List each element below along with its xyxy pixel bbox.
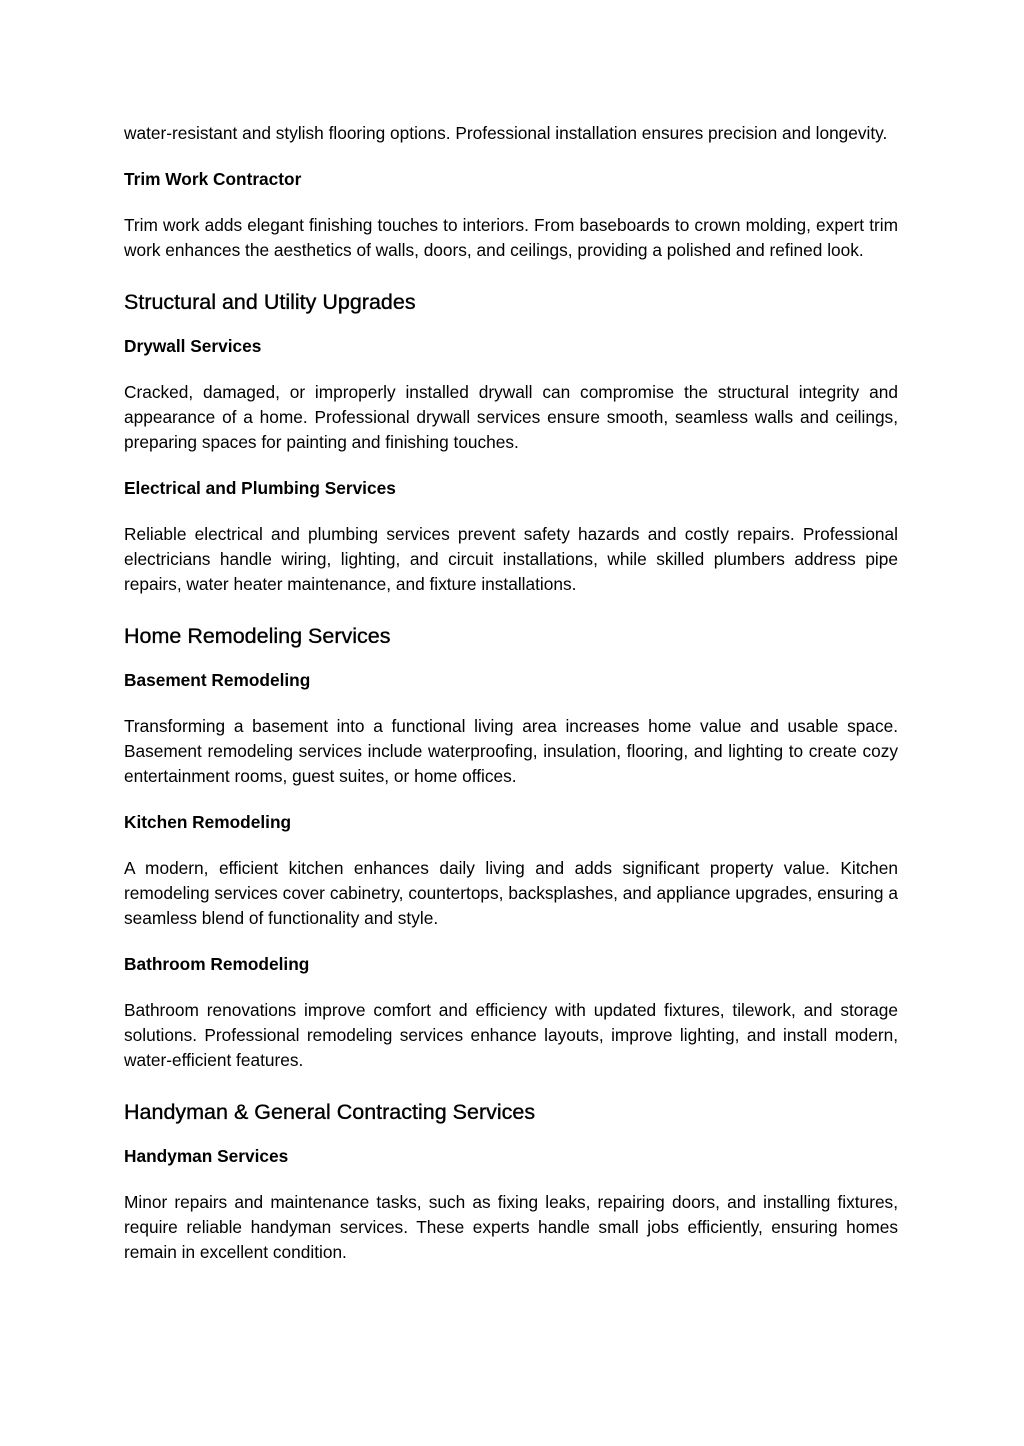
basement-paragraph: Transforming a basement into a functional living area increases home value and usable space. Basement remodeling services include waterproofing, insulation, flooring, and lighting to create cozy entertainment rooms, guest suites, or home offices.: [124, 716, 898, 786]
drywall-heading: Drywall Services: [124, 336, 262, 356]
handyman-services-paragraph: Minor repairs and maintenance tasks, such as fixing leaks, repairing doors, and installing fixtures, require reliable handyman services. These experts handle small jobs efficiently, ensuring homes remain in excellent condition.: [124, 1192, 898, 1262]
kitchen-heading: Kitchen Remodeling: [124, 812, 292, 832]
electrical-heading: Electrical and Plumbing Services: [124, 478, 396, 498]
electrical-paragraph: Reliable electrical and plumbing services prevent safety hazards and costly repairs. Professional electricians handle wiring, lighting, and circuit installations, while skilled plumbers address pipe repairs, water heater maintenance, and fixture installations.: [124, 524, 898, 594]
kitchen-paragraph: A modern, efficient kitchen enhances daily living and adds significant property value. Kitchen remodeling services cover cabinetry, countertops, backsplashes, and appliance upgrades, ensuring a seamless blend of functionality and style.: [124, 858, 898, 928]
intro-paragraph: water-resistant and stylish flooring options. Professional installation ensures precision and longevity.: [124, 123, 888, 143]
remodeling-section-heading: Home Remodeling Services: [124, 624, 391, 648]
trim-work-heading: Trim Work Contractor: [124, 169, 302, 189]
document-page: [124, 121, 898, 1265]
drywall-paragraph: Cracked, damaged, or improperly installed drywall can compromise the structural integrity and appearance of a home. Professional drywall services ensure smooth, seamless walls and ceilings, preparing spaces for painting and finishing touches.: [124, 382, 898, 452]
basement-heading: Basement Remodeling: [124, 670, 311, 690]
trim-work-paragraph: Trim work adds elegant finishing touches to interiors. From baseboards to crown molding, expert trim work enhances the aesthetics of walls, doors, and ceilings, providing a polished and refined look.: [124, 215, 898, 260]
handyman-services-heading: Handyman Services: [124, 1146, 289, 1166]
bathroom-heading: Bathroom Remodeling: [124, 954, 310, 974]
bathroom-paragraph: Bathroom renovations improve comfort and efficiency with updated fixtures, tilework, and storage solutions. Professional remodeling services enhance layouts, improve lighting, and install modern, water-efficient features.: [124, 1000, 898, 1070]
handyman-section-heading: Handyman & General Contracting Services: [124, 1100, 536, 1124]
structural-section-heading: Structural and Utility Upgrades: [124, 290, 416, 314]
